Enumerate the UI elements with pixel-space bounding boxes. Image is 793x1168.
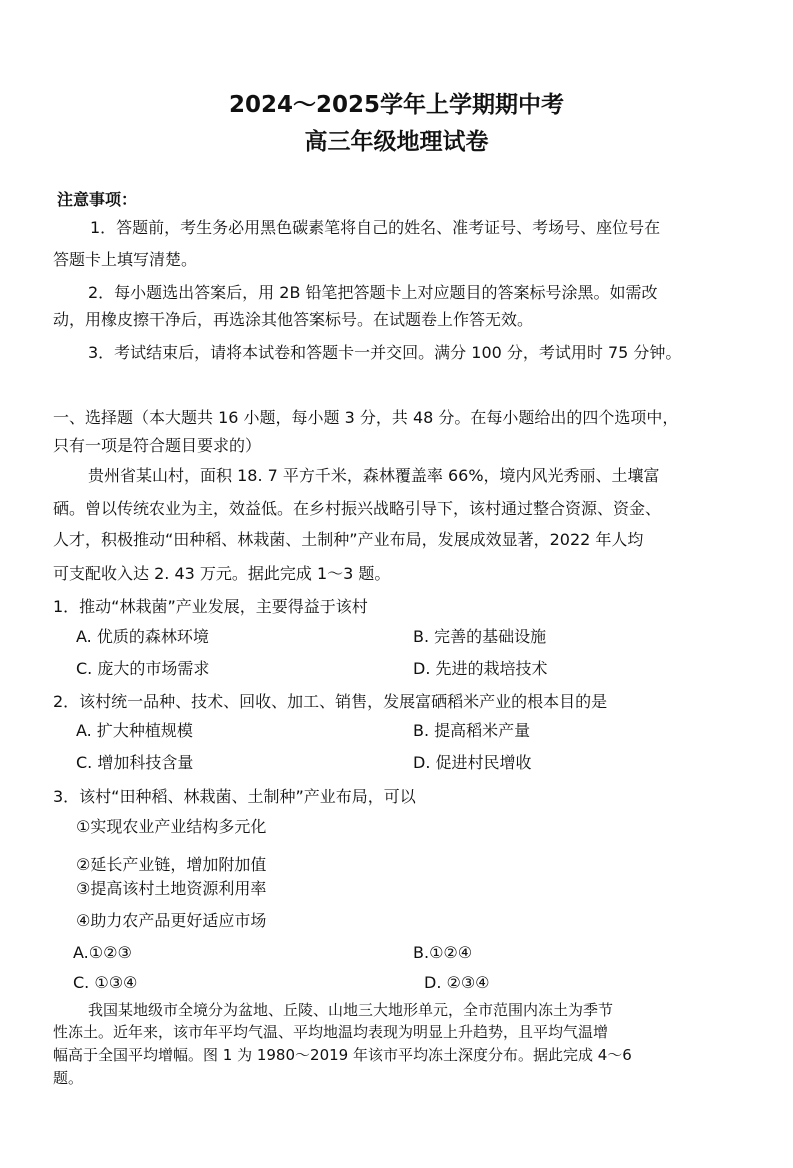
q1-option-d: D. 先进的栽培技术 [413, 659, 548, 678]
q2-option-c: C. 增加科技含量 [76, 753, 194, 772]
notes-item1-line2: 答题卡上填写清楚。 [53, 250, 198, 269]
q3-statement-2: ②延长产业链，增加附加值 [76, 855, 267, 874]
passage2-line1: 我国某地级市全境分为盆地、丘陵、山地三大地形单元，全市范围内冻土为季节 [88, 1001, 614, 1019]
q2-stem: 2．该村统一品种、技术、回收、加工、销售，发展富硒稻米产业的根本目的是 [53, 692, 608, 711]
passage1-line3: 人才，积极推动“田种稻、林栽菌、土制种”产业布局，发展成效显著，2022 年人均 [53, 530, 644, 549]
section1-heading-line2: 只有一项是符合题目要求的） [53, 436, 262, 455]
q2-option-b: B. 提高稻米产量 [413, 721, 531, 740]
q3-stem: 3．该村“田种稻、林栽菌、土制种”产业布局，可以 [53, 787, 416, 806]
q3-statement-3: ③提高该村土地资源利用率 [76, 879, 267, 898]
passage1-line2: 硒。曾以传统农业为主，效益低。在乡村振兴战略引导下，该村通过整合资源、资金、 [53, 499, 662, 518]
passage2-line4: 题。 [53, 1069, 84, 1087]
q1-option-a: A. 优质的森林环境 [76, 627, 209, 646]
q1-option-b: B. 完善的基础设施 [413, 627, 547, 646]
q1-option-c: C. 庞大的市场需求 [76, 659, 210, 678]
q1-stem: 1．推动“林栽菌”产业发展，主要得益于该村 [53, 597, 368, 616]
q3-statement-1: ①实现农业产业结构多元化 [76, 817, 267, 836]
notes-heading: 注意事项： [57, 190, 138, 209]
exam-title-line1: 2024～2025学年上学期期中考 [228, 92, 565, 118]
q2-option-a: A. 扩大种植规模 [76, 721, 193, 740]
notes-item3: 3．考试结束后，请将本试卷和答题卡一并交回。满分 100 分，考试用时 75 分钟。 [88, 343, 682, 362]
passage2-line3: 幅高于全国平均增幅。图 1 为 1980～2019 年该市平均冻土深度分布。据此完成 4～6 [53, 1046, 632, 1064]
q3-option-b: B.①②④ [413, 943, 473, 962]
passage1-line1: 贵州省某山村，面积 18. 7 平方千米，森林覆盖率 66%，境内风光秀丽、土壤富 [88, 466, 660, 485]
q3-option-a: A.①②③ [73, 943, 132, 962]
q3-option-d: D. ②③④ [424, 973, 490, 992]
q2-option-d: D. 促进村民增收 [413, 753, 532, 772]
passage2-line2: 性冻土。近年来，该市年平均气温、平均地温均表现为明显上升趋势，且平均气温增 [53, 1023, 609, 1041]
q3-option-c: C. ①③④ [73, 973, 138, 992]
notes-item2-line2: 动，用橡皮擦干净后，再选涂其他答案标号。在试题卷上作答无效。 [53, 310, 534, 329]
q3-statement-4: ④助力农产品更好适应市场 [76, 911, 267, 930]
section1-heading-line1: 一、选择题（本大题共 16 小题，每小题 3 分，共 48 分。在每小题给出的四个选项中， [53, 408, 679, 427]
passage1-line4: 可支配收入达 2. 43 万元。据此完成 1～3 题。 [53, 564, 391, 583]
exam-title-line2: 高三年级地理试卷 [304, 129, 489, 155]
notes-item1-line1: 1．答题前，考生务必用黑色碳素笔将自己的姓名、准考证号、考场号、座位号在 [90, 218, 661, 237]
notes-item2-line1: 2．每小题选出答案后，用 2B 铅笔把答题卡上对应题目的答案标号涂黑。如需改 [88, 283, 658, 302]
